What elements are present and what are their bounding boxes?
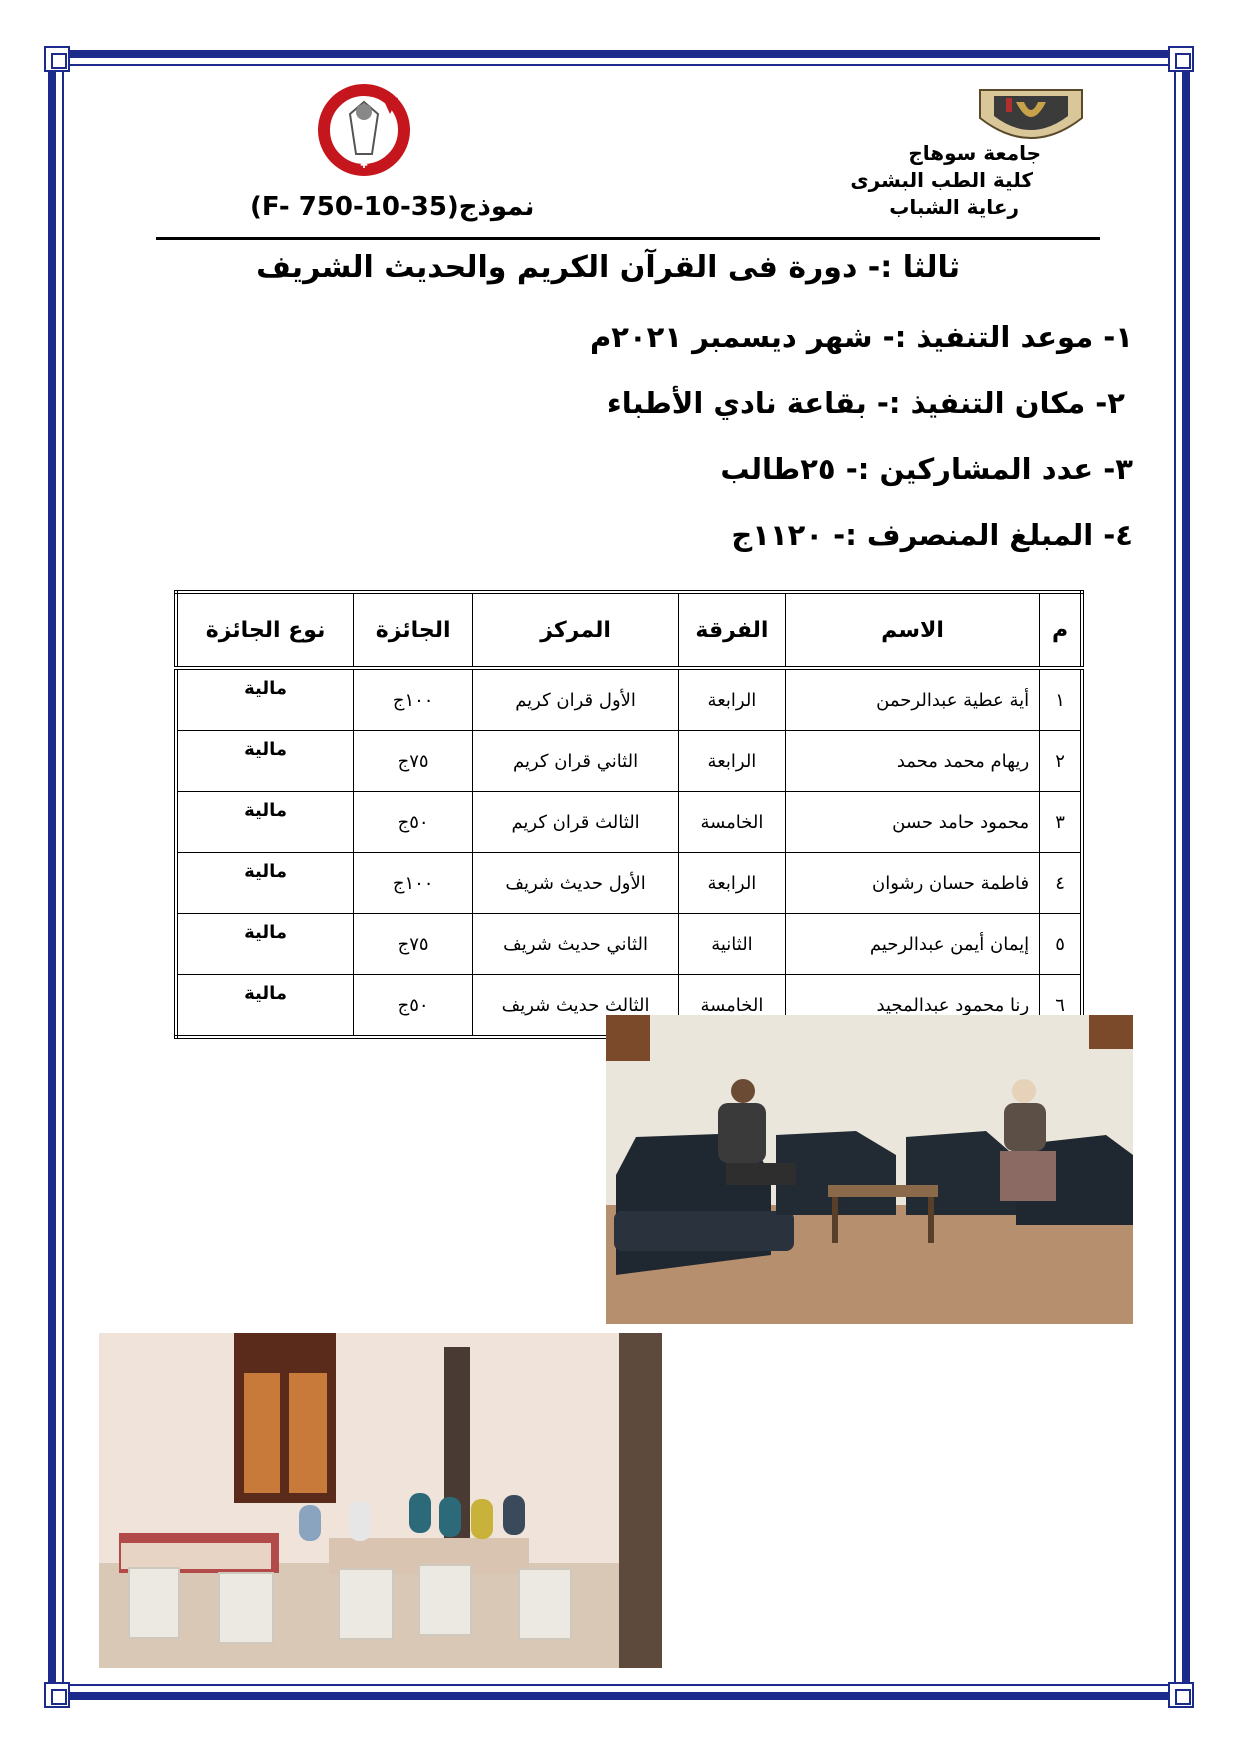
cell-prize-type: مالية: [176, 792, 354, 853]
cell-rank: الأول قران كريم: [473, 668, 679, 731]
cell-index: ٣: [1040, 792, 1082, 853]
cell-rank: الثالث قران كريم: [473, 792, 679, 853]
cell-name: رنا محمود عبدالمجيد: [785, 975, 1039, 1038]
cell-prize-type: مالية: [176, 914, 354, 975]
university-name-block: [841, 140, 1041, 221]
detail-participants: ٣- عدد المشاركين :- ٢٥طالب: [720, 452, 1133, 486]
cell-name: أية عطية عبدالرحمن: [785, 668, 1039, 731]
university-seal-icon: [976, 88, 1086, 146]
department-name: رعاية الشباب: [889, 195, 1019, 219]
detail-date: ١- موعد التنفيذ :- شهر ديسمبر ٢٠٢١م: [590, 320, 1133, 354]
section-title: ثالثا :- دورة فى القرآن الكريم والحديث الشريف: [256, 250, 960, 285]
cell-prize-type: مالية: [176, 668, 354, 731]
cell-year: الثانية: [678, 914, 785, 975]
form-code: نموذج(F- 750-10-35): [250, 192, 535, 222]
cell-rank: الثالث حديث شريف: [473, 975, 679, 1038]
col-header-rank: المركز: [473, 592, 679, 668]
table-header-row: [176, 592, 1082, 668]
cell-year: الخامسة: [678, 975, 785, 1038]
detail-place: ٢- مكان التنفيذ :- بقاعة نادي الأطباء: [606, 386, 1125, 420]
cell-rank: الثاني حديث شريف: [473, 914, 679, 975]
cell-name: فاطمة حسان رشوان: [785, 853, 1039, 914]
table-row: [176, 853, 1082, 914]
header-divider: [156, 237, 1100, 240]
cell-index: ٢: [1040, 731, 1082, 792]
col-header-name: الاسم: [785, 592, 1039, 668]
cell-prize-type: مالية: [176, 731, 354, 792]
cell-name: إيمان أيمن عبدالرحيم: [785, 914, 1039, 975]
cell-name: ريهام محمد محمد: [785, 731, 1039, 792]
awards-table: [174, 590, 1084, 1039]
cell-prize: ١٠٠ج: [354, 853, 473, 914]
cell-rank: الثاني قران كريم: [473, 731, 679, 792]
cell-rank: الأول حديث شريف: [473, 853, 679, 914]
col-header-index: م: [1040, 592, 1082, 668]
faculty-name: كلية الطب البشرى: [850, 168, 1033, 192]
cell-index: ٥: [1040, 914, 1082, 975]
university-name: جامعة سوهاج: [908, 141, 1041, 165]
corner-ornament-icon: [44, 46, 70, 72]
cell-index: ٦: [1040, 975, 1082, 1038]
hall-photo-icon: [99, 1333, 662, 1668]
cell-prize: ١٠٠ج: [354, 668, 473, 731]
cell-prize: ٧٥ج: [354, 731, 473, 792]
cell-year: الرابعة: [678, 731, 785, 792]
col-header-prize-type: نوع الجائزة: [176, 592, 354, 668]
cell-name: محمود حامد حسن: [785, 792, 1039, 853]
cell-prize-type: مالية: [176, 853, 354, 914]
table-row: [176, 668, 1082, 731]
cell-year: الرابعة: [678, 668, 785, 731]
cell-year: الرابعة: [678, 853, 785, 914]
table-row: [176, 914, 1082, 975]
cell-prize: ٧٥ج: [354, 914, 473, 975]
corner-ornament-icon: [44, 1682, 70, 1708]
medical-faculty-logo-icon: [318, 84, 410, 176]
table-row: [176, 731, 1082, 792]
cell-index: ٤: [1040, 853, 1082, 914]
meeting-photo-icon: [606, 1015, 1133, 1324]
table-row: [176, 792, 1082, 853]
corner-ornament-icon: [1168, 1682, 1194, 1708]
col-header-prize: الجائزة: [354, 592, 473, 668]
col-header-year: الفرقة: [678, 592, 785, 668]
svg-text:✚: ✚: [360, 161, 368, 171]
cell-index: ١: [1040, 668, 1082, 731]
cell-prize-type: مالية: [176, 975, 354, 1038]
corner-ornament-icon: [1168, 46, 1194, 72]
cell-prize: ٥٠ج: [354, 792, 473, 853]
cell-year: الخامسة: [678, 792, 785, 853]
cell-prize: ٥٠ج: [354, 975, 473, 1038]
detail-amount: ٤- المبلغ المنصرف :- ١١٢٠ج: [731, 518, 1133, 552]
